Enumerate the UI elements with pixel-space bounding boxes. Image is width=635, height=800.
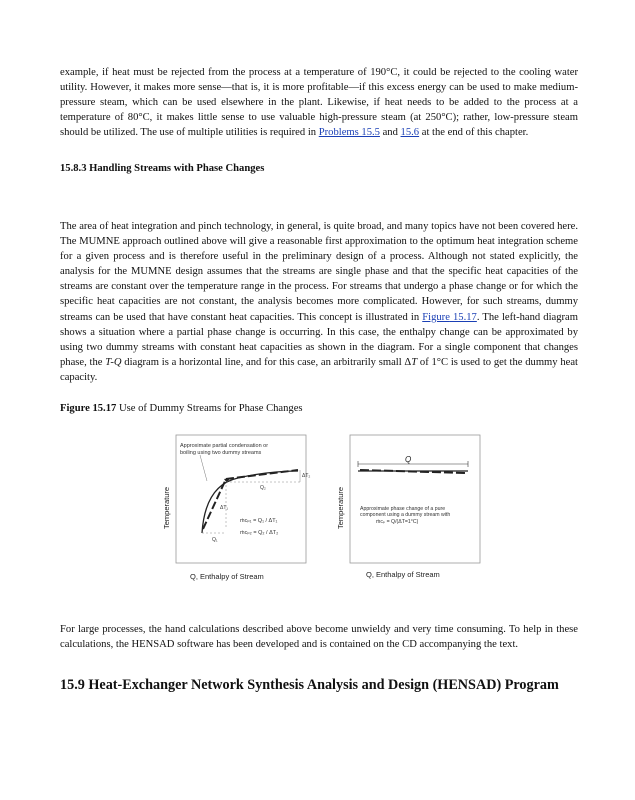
link-text: Figure <box>422 311 450 323</box>
right-diagram-frame <box>350 435 480 563</box>
right-diagram <box>336 435 480 579</box>
left-x-axis-label: Q, Enthalpy of Stream <box>190 572 264 581</box>
figure-15-17-diagram <box>160 433 560 593</box>
paragraph-text: example, if heat must be rejected from the process at a temperature of 190°C, it could be rejected to the cooling water utility. However, it makes more sense—that is, it is more profitable—if this excess energy can be used to make medium-pressure steam, which can be used elsewhere in the plant. Likewise, if heat needs to be added to the process at a temperature of 80°C, it makes little sense to use valuable high-pressure steam (at 250°C); rather, low-pressure steam should be utilized. The use of multiple utilities is required in <box>60 67 578 139</box>
delta-t1-label: ΔT₁ <box>220 505 229 511</box>
delta-t2-label: ΔT₂ <box>302 473 311 479</box>
paragraph-text: and <box>379 127 401 139</box>
paragraph-text: diagram is a horizontal line, and for this case, an arbitrarily small Δ <box>121 356 412 368</box>
q1-label: Q₁ <box>212 537 218 543</box>
right-y-axis-label: Temperature <box>336 486 345 529</box>
italic-text: T <box>411 356 418 368</box>
section-heading-15-9: 15.9 Heat-Exchanger Network Synthesis Analysis and Design (HENSAD) Program <box>60 677 559 693</box>
left-annotation-line1: Approximate partial condensation or <box>180 443 269 449</box>
dummy-stream-1 <box>203 479 229 529</box>
equation-1: ṁcₚ₁ = Q₁ / ΔT₁ <box>240 518 278 524</box>
figure-caption-text: Use of Dummy Streams for Phase Changes <box>116 403 303 414</box>
paragraph-text: . The left-hand diagram shows a situation where a partial phase change is occurring. In this case, the enthalpy change can be approximated by using two dummy streams with constant heat capacities as shown in the diagram. For a single component that changes phase, the <box>60 311 578 368</box>
right-annotation-line1: Approximate phase change of a pure <box>360 506 446 512</box>
paragraph-text: at the end of this chapter. <box>419 127 529 139</box>
right-x-axis-label: Q, Enthalpy of Stream <box>366 570 440 579</box>
left-diagram <box>162 435 310 581</box>
left-y-axis-label: Temperature <box>162 486 171 529</box>
link-text: 15.17 <box>453 311 477 323</box>
equation-2: ṁcₚ₂ = Q₂ / ΔT₂ <box>240 530 279 536</box>
figure-caption-label: Figure 15.17 <box>60 403 117 414</box>
paragraph-hensad-intro: For large processes, the hand calculations described above become unwieldy and very time consuming. To help in these calculations, the HENSAD software has been developed and is contained on the CD accompanying the text. <box>60 624 578 651</box>
q-label: Q <box>405 455 412 464</box>
annotation-pointer <box>200 455 207 481</box>
italic-text: T-Q <box>105 356 122 368</box>
paragraph-text: of 1°C is used to get the dummy heat capacity. <box>60 356 578 383</box>
q2-label: Q₂ <box>260 485 266 491</box>
figure-caption <box>60 403 303 414</box>
problems-15-5-link[interactable]: Problems 15.5 <box>318 127 380 139</box>
figure-15-17-link[interactable] <box>422 312 477 323</box>
section-heading-15-8-3: 15.8.3 Handling Streams with Phase Changes <box>60 163 265 174</box>
right-equation: ṁcₚ = Q/(ΔT=1°C) <box>376 519 419 525</box>
paragraph-utilities <box>60 65 578 140</box>
right-annotation-line2: component using a dummy stream with <box>360 512 451 518</box>
paragraph-text: The area of heat integration and pinch technology, in general, is quite broad, and many topics have not been covered here. The MUMNE approach outlined above will give a reasonable first approximation to the optimum heat integration scheme for a given process and is therefore useful in the preliminary design of a process. Although not stated explicitly, the analysis for the MUMNE design assumes that the streams are single phase and that the specific heat capacities of the streams are constant over the temperature range in the process. For streams that undergo a phase change or for which the specific heat capacities are not constant, the analysis becomes more complicated. However, for such streams, dummy streams can be used that have constant heat capacities. This concept is illustrated in <box>60 221 578 323</box>
left-annotation-line2: boiling using two dummy streams <box>180 450 262 456</box>
problem-15-6-link[interactable]: 15.6 <box>400 127 420 139</box>
paragraph-phase-changes <box>60 219 578 385</box>
